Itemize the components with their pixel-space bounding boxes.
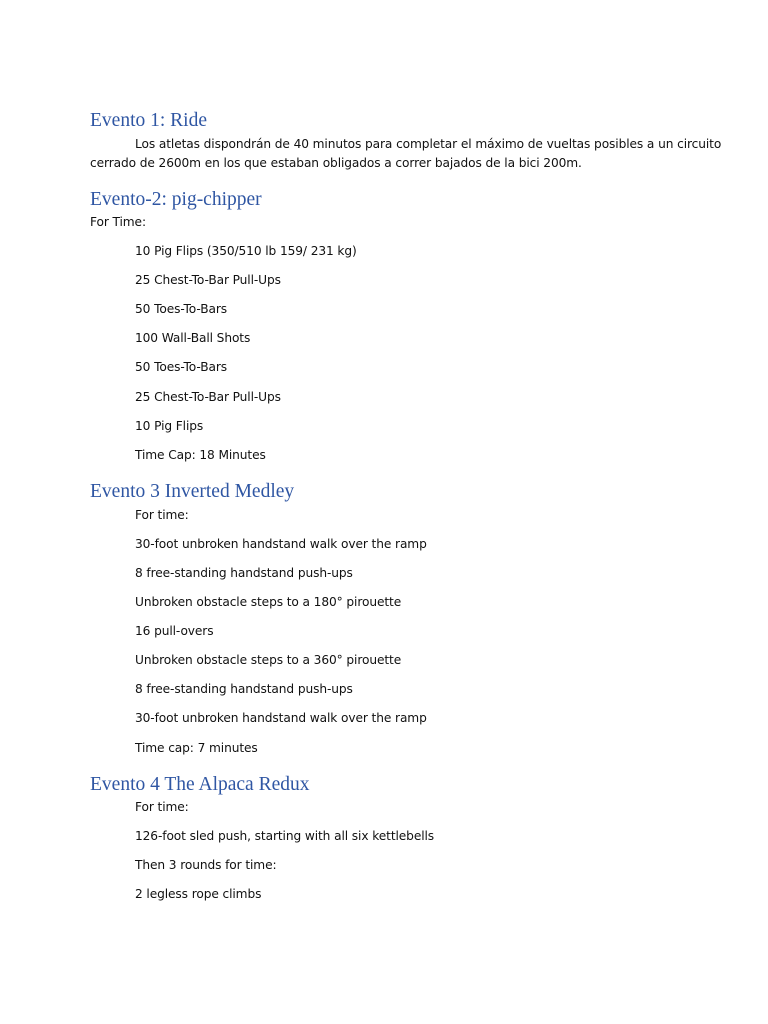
event-3-item: For time: <box>135 508 189 522</box>
event-2-item: 25 Chest-To-Bar Pull-Ups <box>135 273 281 287</box>
event-2-item: 100 Wall-Ball Shots <box>135 331 251 345</box>
event-4-item: 126-foot sled push, starting with all six kettlebells <box>135 829 435 843</box>
event-4-heading: Evento 4 The Alpaca Redux <box>90 774 310 795</box>
event-2-item: 10 Pig Flips (350/510 lb 159/ 231 kg) <box>135 244 357 258</box>
event-3-item: 8 free-standing handstand push-ups <box>135 566 353 580</box>
event-2-item: 50 Toes-To-Bars <box>135 302 228 316</box>
event-3-item: 30-foot unbroken handstand walk over the ramp <box>135 711 427 725</box>
event-2-heading: Evento-2: pig-chipper <box>90 189 262 210</box>
event-3-item: Unbroken obstacle steps to a 180° pirouette <box>135 595 402 609</box>
event-3-item: Unbroken obstacle steps to a 360° pirouette <box>135 653 402 667</box>
event-3-item: 8 free-standing handstand push-ups <box>135 682 353 696</box>
event-3-item: 16 pull-overs <box>135 624 214 638</box>
event-1-paragraph-line-2: cerrado de 2600m en los que estaban obligados a correr bajados de la bici 200m. <box>90 156 582 170</box>
event-1-paragraph-line-1: Los atletas dispondrán de 40 minutos para completar el máximo de vueltas posibles a un circuito <box>135 137 722 151</box>
event-4-item: 2 legless rope climbs <box>135 887 262 901</box>
event-1-heading: Evento 1: Ride <box>90 110 207 131</box>
event-2-item: Time Cap: 18 Minutes <box>135 448 266 462</box>
event-2-item: 10 Pig Flips <box>135 419 204 433</box>
event-3-heading: Evento 3 Inverted Medley <box>90 481 295 502</box>
event-3-item: Time cap: 7 minutes <box>135 741 258 755</box>
event-4-item: Then 3 rounds for time: <box>135 858 277 872</box>
event-2-intro: For Time: <box>90 215 146 229</box>
event-2-item: 25 Chest-To-Bar Pull-Ups <box>135 390 281 404</box>
event-4-item: For time: <box>135 800 189 814</box>
event-3-item: 30-foot unbroken handstand walk over the ramp <box>135 537 427 551</box>
event-2-item: 50 Toes-To-Bars <box>135 360 228 374</box>
